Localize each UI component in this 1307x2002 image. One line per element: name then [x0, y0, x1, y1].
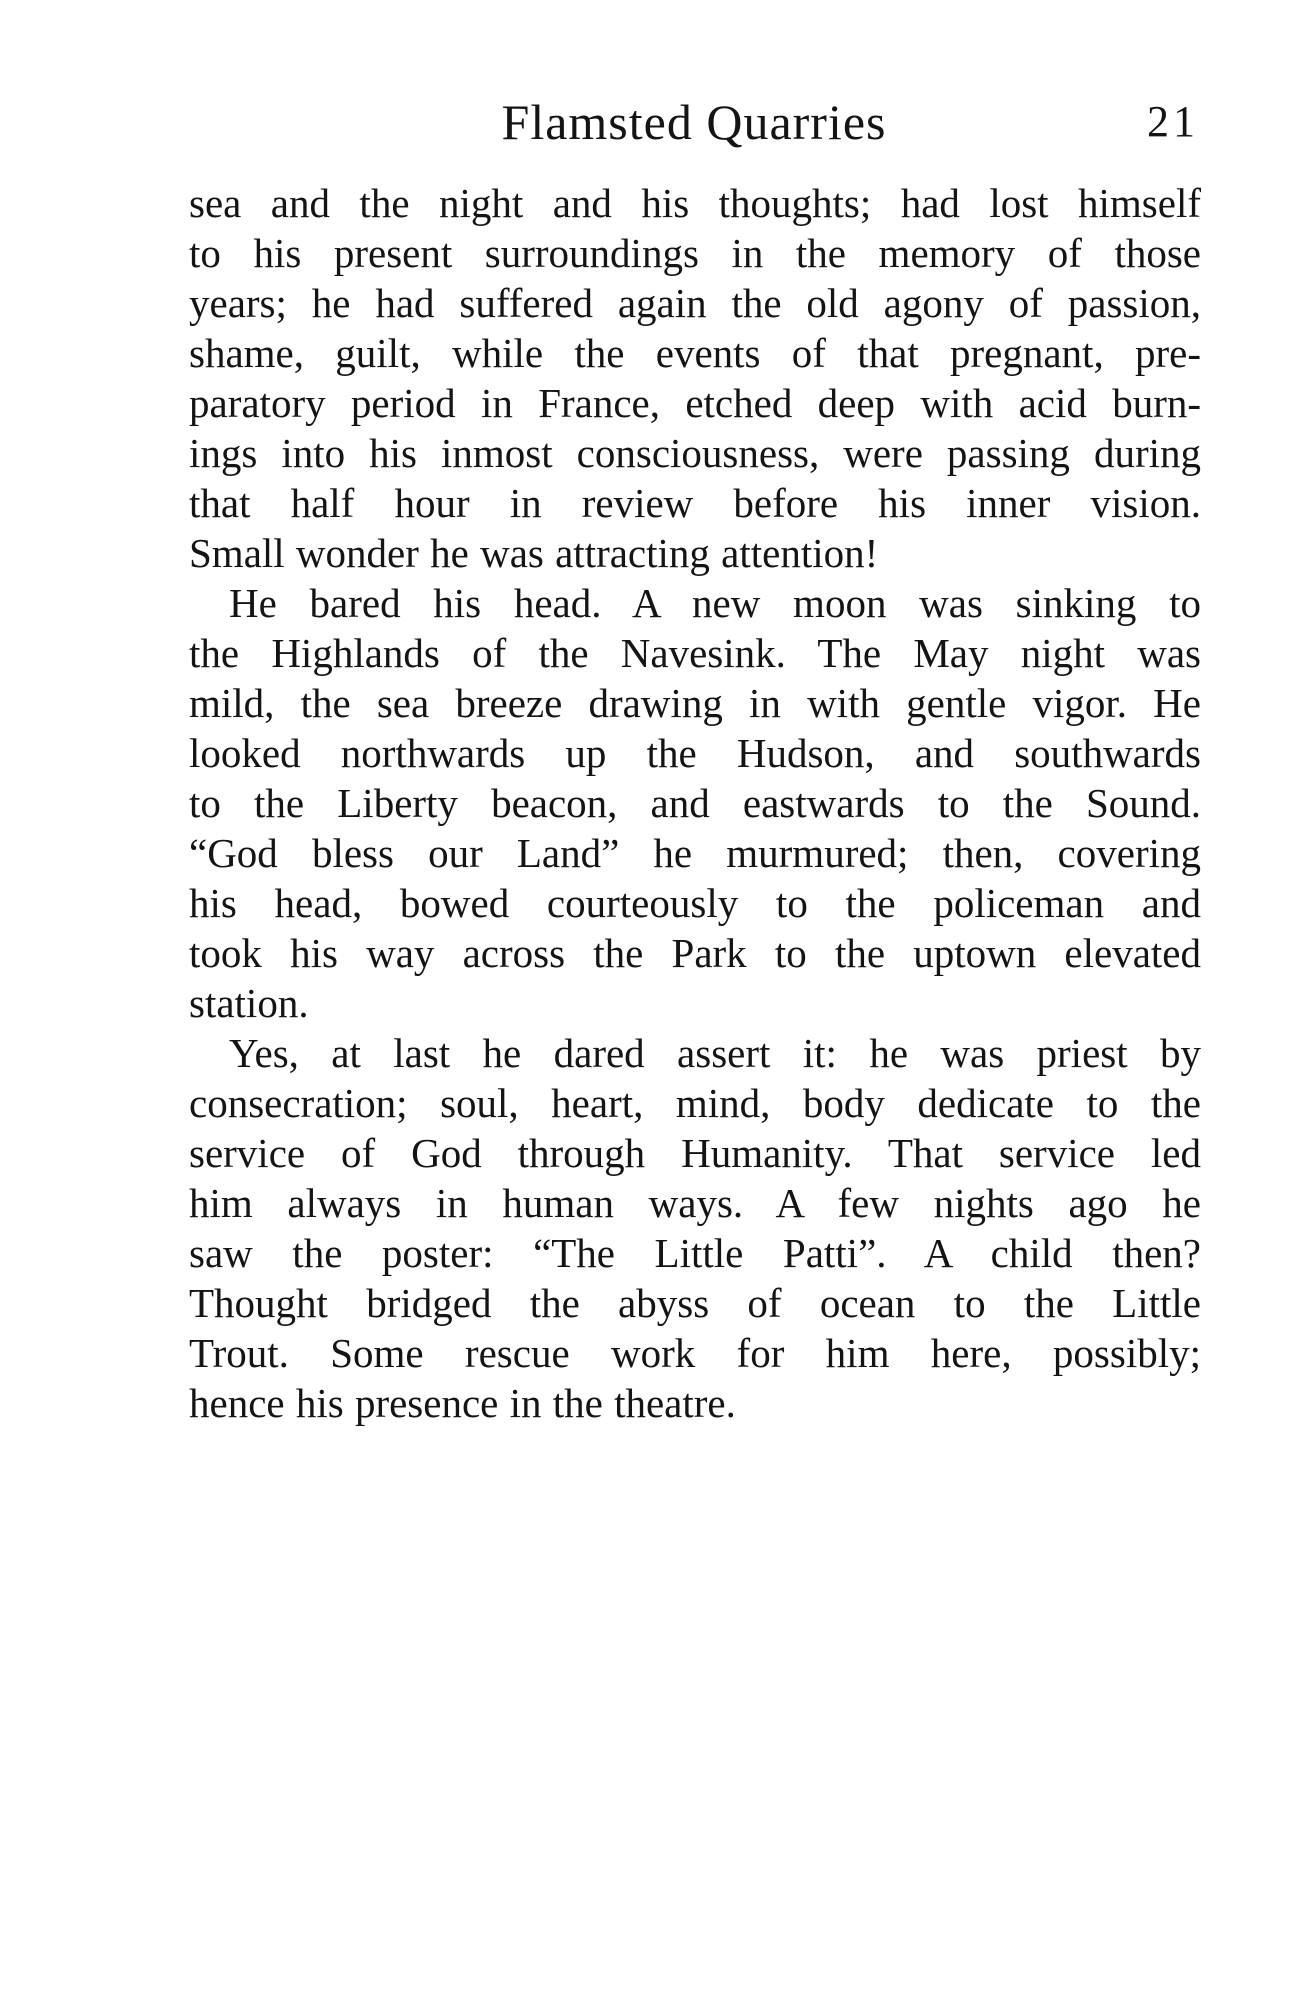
text-line: shame, guilt, while the events of that pregnant, pre-: [189, 330, 1201, 376]
text-line: Thought bridged the abyss of ocean to the Little: [189, 1280, 1201, 1326]
text-line: the Highlands of the Navesink. The May night was: [189, 630, 1201, 676]
text-line: mild, the sea breeze drawing in with gentle vigor. He: [189, 680, 1201, 726]
text-line: station.: [189, 980, 309, 1026]
text-line: took his way across the Park to the uptown elevated: [189, 930, 1201, 976]
body-text: [189, 178, 1201, 1428]
text-line: that half hour in review before his inner vision.: [189, 480, 1201, 526]
text-line: “God bless our Land” he murmured; then, covering: [189, 830, 1201, 876]
text-line: service of God through Humanity. That service led: [189, 1130, 1201, 1176]
text-line: He bared his head. A new moon was sinking to: [229, 580, 1201, 626]
text-line: years; he had suffered again the old agony of passion,: [189, 280, 1201, 326]
text-line: Trout. Some rescue work for him here, possibly;: [189, 1330, 1201, 1376]
running-title: Flamsted Quarries: [501, 94, 887, 150]
page-header: [189, 92, 1199, 152]
page-number: 21: [1147, 97, 1199, 146]
text-line: Small wonder he was attracting attention!: [189, 530, 879, 576]
text-line: looked northwards up the Hudson, and southwards: [189, 730, 1201, 776]
text-line: sea and the night and his thoughts; had lost himself: [189, 180, 1201, 226]
text-line: him always in human ways. A few nights ago he: [189, 1180, 1201, 1226]
text-line: his head, bowed courteously to the policeman and: [189, 880, 1201, 926]
text-line: saw the poster: “The Little Patti”. A child then?: [189, 1230, 1201, 1276]
text-line: to the Liberty beacon, and eastwards to the Sound.: [189, 780, 1201, 826]
text-line: ings into his inmost consciousness, were passing during: [189, 430, 1201, 476]
text-line: to his present surroundings in the memory of those: [189, 230, 1201, 276]
text-line: paratory period in France, etched deep with acid burn-: [189, 380, 1201, 426]
text-line: Yes, at last he dared assert it: he was priest by: [229, 1030, 1201, 1076]
text-line: hence his presence in the theatre.: [189, 1380, 736, 1426]
text-line: consecration; soul, heart, mind, body dedicate to the: [189, 1080, 1201, 1126]
